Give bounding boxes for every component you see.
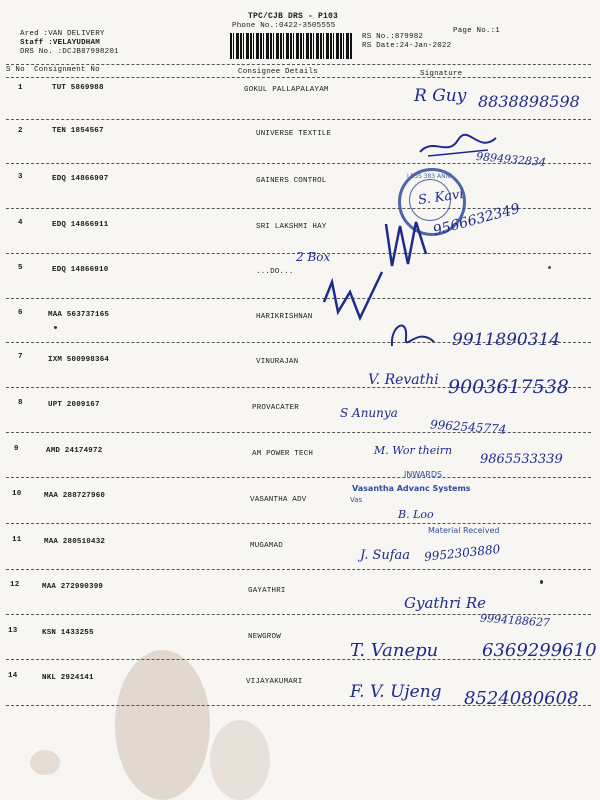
phone-row-8: 9962545774: [429, 417, 507, 437]
speck: [540, 580, 543, 584]
row-consignee: VIJAYAKUMARI: [246, 678, 303, 686]
row-sno: 13: [8, 627, 18, 635]
row-consignee: MUGAMAD: [250, 542, 283, 550]
row-sno: 3: [18, 173, 23, 181]
row-sno: 12: [10, 581, 20, 589]
row-consignment: KSN 1433255: [42, 629, 94, 637]
phone-row-7: 9003617538: [448, 376, 569, 398]
phone-row-14: 8524080608: [464, 688, 579, 709]
sign-row-12: Gyathri Re: [404, 594, 486, 612]
sign-row-8: S Anunya: [340, 406, 398, 420]
drs-number: DRS No. :DCJB87998201: [20, 48, 119, 56]
area-label: Ared :VAN DELIVERY: [20, 30, 105, 38]
row-divider: [6, 119, 591, 120]
row-consignee: VINURAJAN: [256, 358, 299, 366]
col-consignment: Consignment No: [34, 66, 100, 74]
row-consignment: MAA 272990399: [42, 583, 104, 591]
row-consignee: GAINERS CONTROL: [256, 177, 327, 185]
row-consignment: MAA 288727960: [44, 492, 106, 500]
row-sno: 9: [14, 445, 19, 453]
row-sno: 7: [18, 353, 23, 361]
staff-label: Staff :VELAYUDHAM: [20, 39, 100, 47]
row-consignment: AMD 24174972: [46, 447, 103, 455]
sign-row-1: R Guy: [414, 86, 467, 106]
row-consignee: GAYATHRI: [248, 587, 286, 595]
row-consignee: ...DO...: [256, 268, 294, 276]
seal-text: LESS 383 ANNI: [407, 173, 452, 180]
row-sno: 8: [18, 399, 23, 407]
row-consignment: MAA 563737165: [48, 311, 110, 319]
row-consignment: MAA 280510432: [44, 538, 106, 546]
report-title: TPC/CJB DRS - P103: [248, 12, 339, 21]
phone-number: Phone No.:0422-3505555: [232, 22, 336, 30]
row-consignee: AM POWER TECH: [252, 450, 314, 458]
vasantha-stamp: Vasantha Advanc Systems: [352, 484, 471, 493]
row-consignment: IXM 500998364: [48, 356, 110, 364]
sign-row-14: F. V. Ujeng: [350, 682, 442, 702]
header-divider-bottom: [6, 77, 591, 78]
header-divider-top: [6, 64, 591, 65]
row-consignee: UNIVERSE TEXTILE: [256, 130, 332, 138]
row-sno: 1: [18, 84, 23, 92]
row-divider: [6, 477, 591, 478]
phone-row-4: 9566632349: [431, 200, 522, 240]
row-consignee: VASANTHA ADV: [250, 496, 307, 504]
phone-row-6: 9911890314: [452, 330, 561, 350]
sign-row-13: T. Vanepu: [350, 640, 439, 661]
row-sno: 4: [18, 219, 23, 227]
stain-bottom-small: [30, 750, 60, 775]
stain-bottom-mid: [210, 720, 270, 800]
b-line-note: B. Loo: [398, 508, 434, 521]
material-received-stamp: Material Received: [428, 526, 500, 535]
row-divider: [6, 523, 591, 524]
row-consignment: UPT 2009167: [48, 401, 100, 409]
stain-bottom-left: [115, 650, 210, 800]
row-consignment: EDQ 14866907: [52, 175, 109, 183]
page-number: Page No.:1: [453, 27, 501, 35]
speck: [548, 266, 551, 269]
row-divider: [6, 298, 591, 299]
phone-row-1: 8838898598: [478, 92, 580, 111]
sign-row-5: 2 Box: [296, 250, 331, 264]
phone-row-11: 9952303880: [423, 542, 501, 564]
row-consignment: TEN 1854567: [52, 127, 104, 135]
barcode: [230, 33, 352, 59]
row-sno: 6: [18, 309, 23, 317]
row-consignment: EDQ 14866910: [52, 266, 109, 274]
row-consignee: HARIKRISHNAN: [256, 313, 313, 321]
phone-row-12: 9994188627: [479, 611, 551, 630]
scribble-signature-row-5: [320, 262, 390, 322]
row-sno: 14: [8, 672, 18, 680]
rs-number: RS No.:879982: [362, 33, 424, 41]
rs-date: RS Date:24-Jan-2022: [362, 42, 452, 50]
col-signature: Signature: [420, 70, 463, 78]
phone-row-13: 6369299610: [482, 640, 597, 661]
sign-row-11: J. Sufaa: [360, 548, 411, 563]
row-sno: 11: [12, 536, 22, 544]
row-consignment: TUT 5869988: [52, 84, 104, 92]
inward-stamp: INWARDS: [404, 470, 443, 479]
scribble-signature-row-6: [388, 316, 438, 356]
row-consignee: NEWGROW: [248, 633, 281, 641]
col-consignee: Consignee Details: [238, 68, 318, 76]
row-consignee: SRI LAKSHMI HAY: [256, 223, 327, 231]
row-consignee: PROVACATER: [252, 404, 300, 412]
row-consignee: GOKUL PALLAPALAYAM: [244, 86, 329, 94]
row-sno: 5: [18, 264, 23, 272]
row-consignment: NKL 2924141: [42, 674, 94, 682]
phone-row-9: 9865533339: [480, 452, 563, 467]
row-divider: [6, 569, 591, 570]
sign-row-3: S. Kavi: [417, 186, 465, 209]
speck: [54, 326, 57, 329]
sign-row-9: M. Wor theirn: [374, 444, 453, 457]
col-sno: S No: [6, 66, 25, 74]
row-sno: 2: [18, 127, 23, 135]
row-consignment: EDQ 14866911: [52, 221, 109, 229]
phone-row-2: 9894932834: [475, 149, 547, 170]
vasantha-stamp-short: Vas: [350, 496, 363, 504]
sign-row-7: V. Revathi: [368, 372, 439, 388]
row-sno: 10: [12, 490, 22, 498]
